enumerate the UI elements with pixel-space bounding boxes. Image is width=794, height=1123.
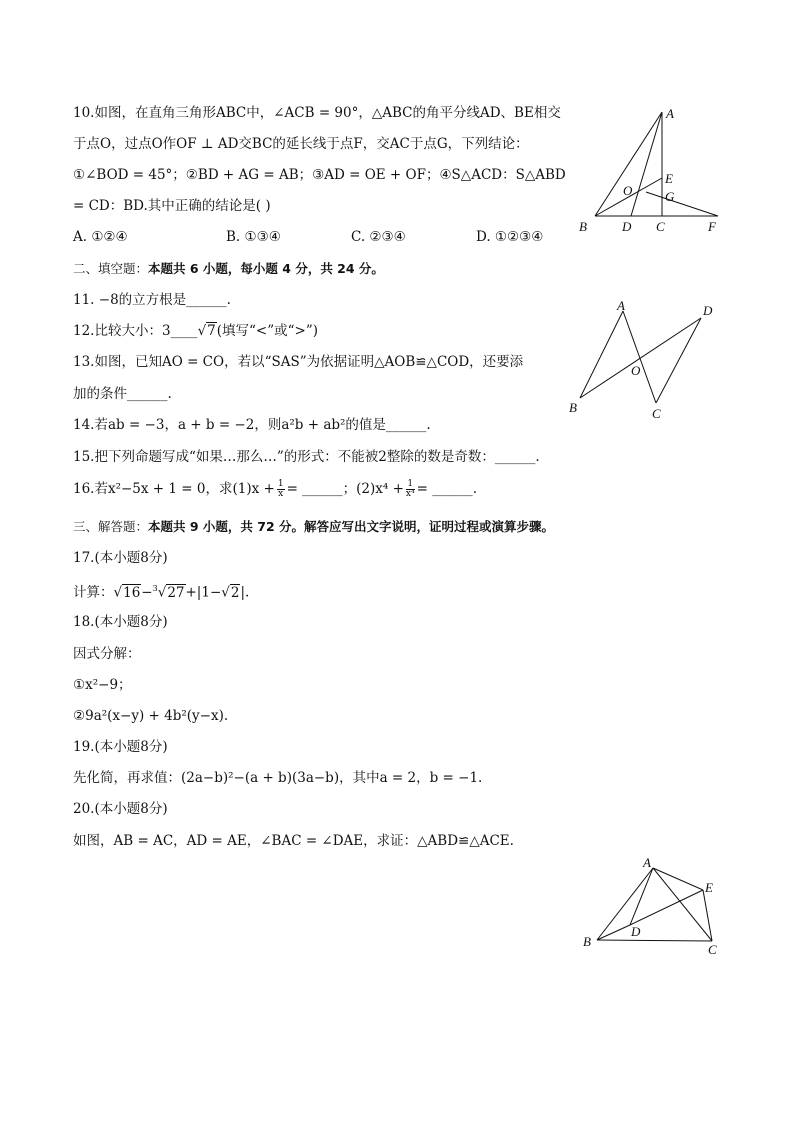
choice-a[interactable]: A. ①②④ xyxy=(73,229,128,245)
q13-line2: 加的条件______. xyxy=(73,386,172,402)
q18-head: 18.(本小题8分) xyxy=(73,614,168,630)
label-E: E xyxy=(665,171,673,186)
choice-c[interactable]: C. ②③④ xyxy=(351,229,406,245)
label-C: C xyxy=(708,942,717,957)
q11: 11. −8的立方根是______. xyxy=(73,292,231,308)
label-D: D xyxy=(703,303,713,318)
figure-q13 xyxy=(560,298,730,423)
choice-d[interactable]: D. ①②③④ xyxy=(476,229,544,245)
label-C: C xyxy=(652,406,661,421)
label-O: O xyxy=(631,363,641,378)
label-C: C xyxy=(656,219,665,234)
label-A: A xyxy=(617,298,625,313)
label-A: A xyxy=(643,855,651,870)
label-A: A xyxy=(666,106,674,121)
q10-line2: 于点O，过点O作OF ⊥ AD交BC的延长线于点F，交AC于点G，下列结论： xyxy=(73,136,529,152)
section3-heading: 三、解答题：本题共 9 小题，共 72 分。解答应写出文字说明，证明过程或演算步骤。 xyxy=(73,519,555,534)
label-D: D xyxy=(622,219,632,234)
q10-choices xyxy=(73,228,543,246)
q17-body: 计算：√16−$^3$√27+|1−√2|. xyxy=(73,584,250,601)
label-O: O xyxy=(623,183,633,198)
q18-intro: 因式分解： xyxy=(73,646,141,662)
q20-body: 如图，AB = AC，AD = AE，∠BAC = ∠DAE，求证：△ABD≌△ACE. xyxy=(73,833,514,849)
choice-b[interactable]: B. ①③④ xyxy=(226,229,281,245)
q19-body: 先化简，再求值：(2a−b)²−(a + b)(3a−b)，其中a = 2，b = −1. xyxy=(73,770,483,786)
q13-line1: 13.如图，已知AO = CO，若以“SAS”为依据证明△AOB≌△COD，还要添 xyxy=(73,354,524,370)
figure-q10 xyxy=(570,100,730,240)
label-B: B xyxy=(579,219,587,234)
q12: 12.比较大小：3____√7(填写“<”或“>”) xyxy=(73,323,319,339)
q18-part1: ①x²−9； xyxy=(73,677,132,693)
q19-head: 19.(本小题8分) xyxy=(73,739,168,755)
q10-line3: ①∠BOD = 45°；②BD + AG = AB；③AD = OE + OF；④S△ACD：S△ABD xyxy=(73,167,566,183)
q18-part2: ②9a²(x−y) + 4b²(y−x). xyxy=(73,708,229,724)
q10-line1: 10.如图，在直角三角形ABC中，∠ACB = 90°，△ABC的角平分线AD、BE相交 xyxy=(73,105,561,121)
q14: 14.若ab = −3，a + b = −2，则a²b + ab²的值是______. xyxy=(73,417,431,433)
q20-head: 20.(本小题8分) xyxy=(73,801,168,817)
q16: 16.若x²−5x + 1 = 0，求(1)x + $\frac{1}{x}$ = ______；(2)x⁴ + $\frac{1}{\text{x⁴}}$ = ______. xyxy=(73,479,478,499)
label-E: E xyxy=(705,880,713,895)
section2-heading: 二、填空题：本题共 6 小题，每小题 4 分，共 24 分。 xyxy=(73,261,384,276)
label-F: F xyxy=(708,219,716,234)
q10-line4: = CD：BD.其中正确的结论是( ) xyxy=(73,198,271,214)
label-B: B xyxy=(583,934,591,949)
label-G: G xyxy=(665,189,675,204)
q15: 15.把下列命题写成“如果…那么…”的形式：不能被2整除的数是奇数：______. xyxy=(73,449,540,465)
label-D: D xyxy=(631,924,641,939)
q17-head: 17.(本小题8分) xyxy=(73,550,168,566)
figure-q20 xyxy=(575,850,735,962)
label-B: B xyxy=(569,400,577,415)
